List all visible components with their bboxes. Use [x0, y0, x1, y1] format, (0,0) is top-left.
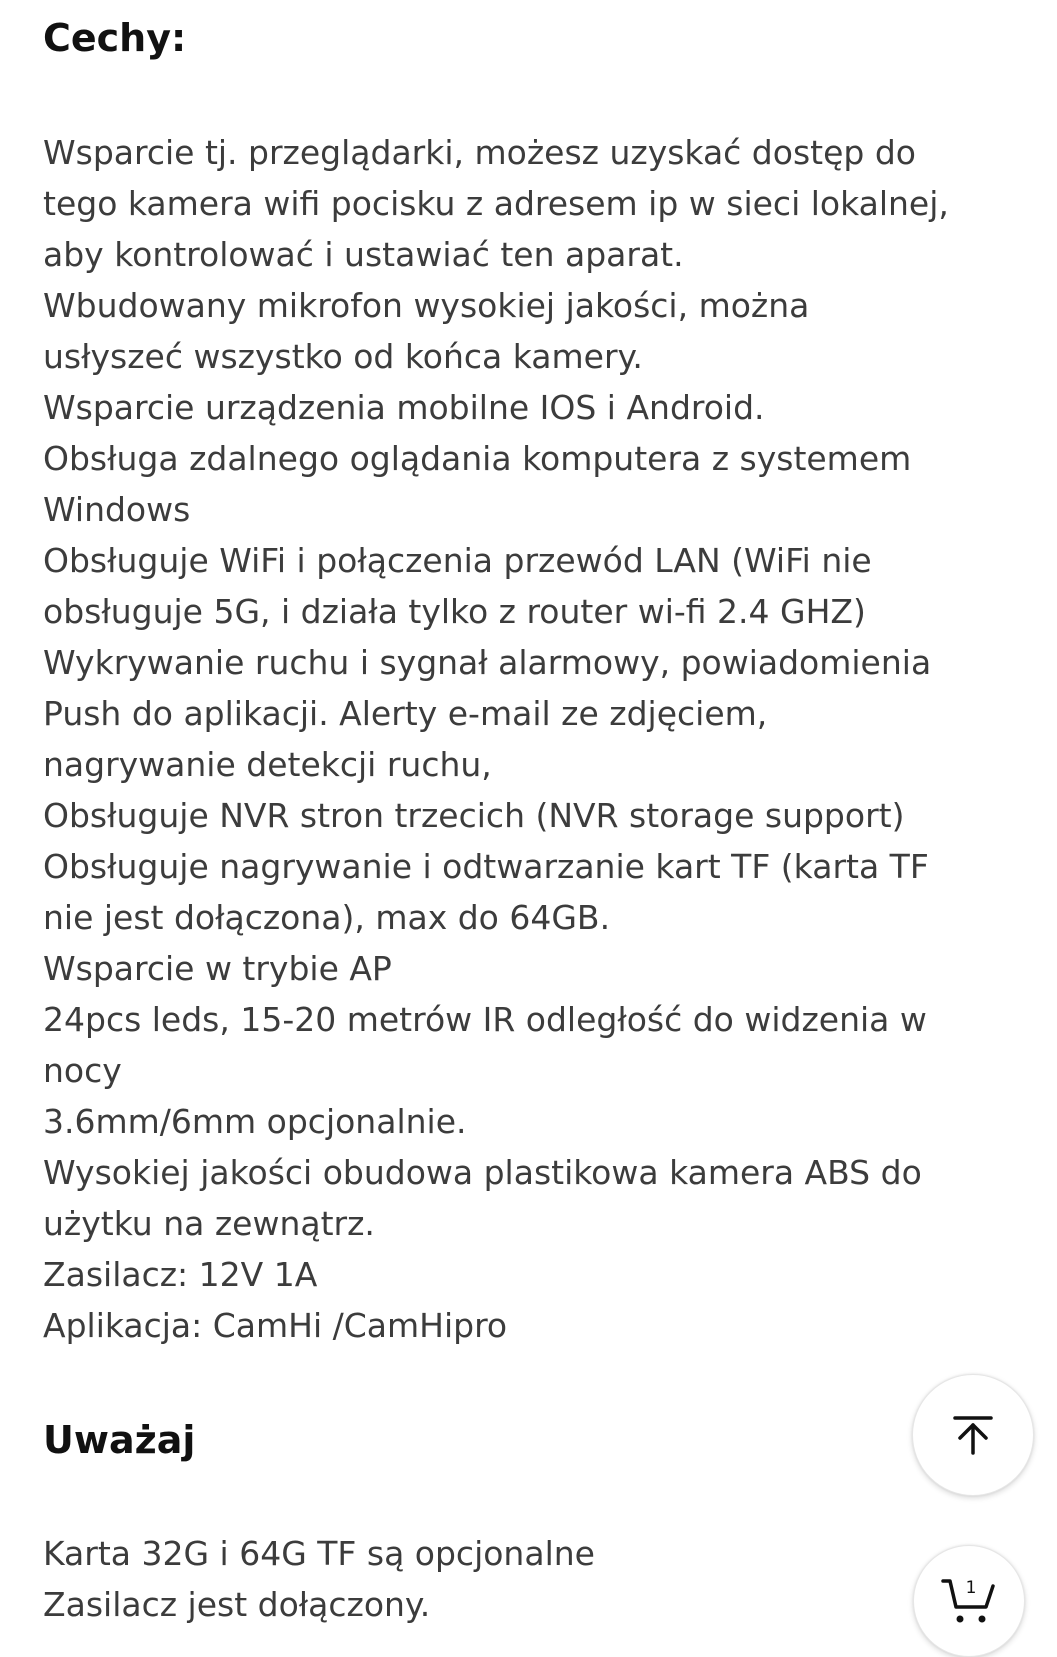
features-line: Wsparcie urządzenia mobilne IOS i Android.	[43, 388, 765, 427]
features-line: obsługuje 5G, i działa tylko z router wi-fi 2.4 GHZ)	[43, 592, 866, 631]
features-line: Windows	[43, 490, 191, 529]
features-line: Obsługuje WiFi i połączenia przewód LAN (WiFi nie	[43, 541, 872, 580]
features-line: Obsługa zdalnego oglądania komputera z systemem	[43, 439, 912, 478]
arrow-up-to-line-icon	[951, 1413, 995, 1457]
features-description	[43, 127, 1043, 1351]
features-line: nagrywanie detekcji ruchu,	[43, 745, 492, 784]
features-line: nocy	[43, 1051, 122, 1090]
features-heading: Cechy:	[43, 16, 187, 60]
features-line: Zasilacz: 12V 1A	[43, 1255, 318, 1294]
features-line: Wbudowany mikrofon wysokiej jakości, można	[43, 286, 810, 325]
features-line: usłyszeć wszystko od końca kamery.	[43, 337, 643, 376]
features-line: Wsparcie w trybie AP	[43, 949, 392, 988]
cart-count-badge: 1	[965, 1578, 977, 1598]
features-line: Push do aplikacji. Alerty e-mail ze zdjęciem,	[43, 694, 768, 733]
cart-button[interactable]	[913, 1545, 1025, 1657]
features-line: użytku na zewnątrz.	[43, 1204, 375, 1243]
features-line: 24pcs leds, 15-20 metrów IR odległość do widzenia w	[43, 1000, 927, 1039]
features-line: 3.6mm/6mm opcjonalnie.	[43, 1102, 467, 1141]
warning-line: Zasilacz jest dołączony.	[43, 1585, 431, 1624]
features-line: Obsługuje nagrywanie i odtwarzanie kart TF (karta TF	[43, 847, 929, 886]
cart-icon-wrapper	[941, 1576, 997, 1626]
features-line: nie jest dołączona), max do 64GB.	[43, 898, 611, 937]
features-line: aby kontrolować i ustawiać ten aparat.	[43, 235, 684, 274]
features-line: Wysokiej jakości obudowa plastikowa kamera ABS do	[43, 1153, 922, 1192]
features-line: Aplikacja: CamHi /CamHipro	[43, 1306, 508, 1345]
features-line: Obsługuje NVR stron trzecich (NVR storage support)	[43, 796, 905, 835]
features-line: tego kamera wifi pocisku z adresem ip w sieci lokalnej,	[43, 184, 949, 223]
features-line: Wykrywanie ruchu i sygnał alarmowy, powiadomienia	[43, 643, 932, 682]
warning-heading: Uważaj	[43, 1418, 196, 1462]
back-to-top-button[interactable]	[912, 1374, 1034, 1496]
features-line: Wsparcie tj. przeglądarki, możesz uzyskać dostęp do	[43, 133, 916, 172]
warning-line: Karta 32G i 64G TF są opcjonalne	[43, 1534, 595, 1573]
warning-description	[43, 1528, 1043, 1630]
